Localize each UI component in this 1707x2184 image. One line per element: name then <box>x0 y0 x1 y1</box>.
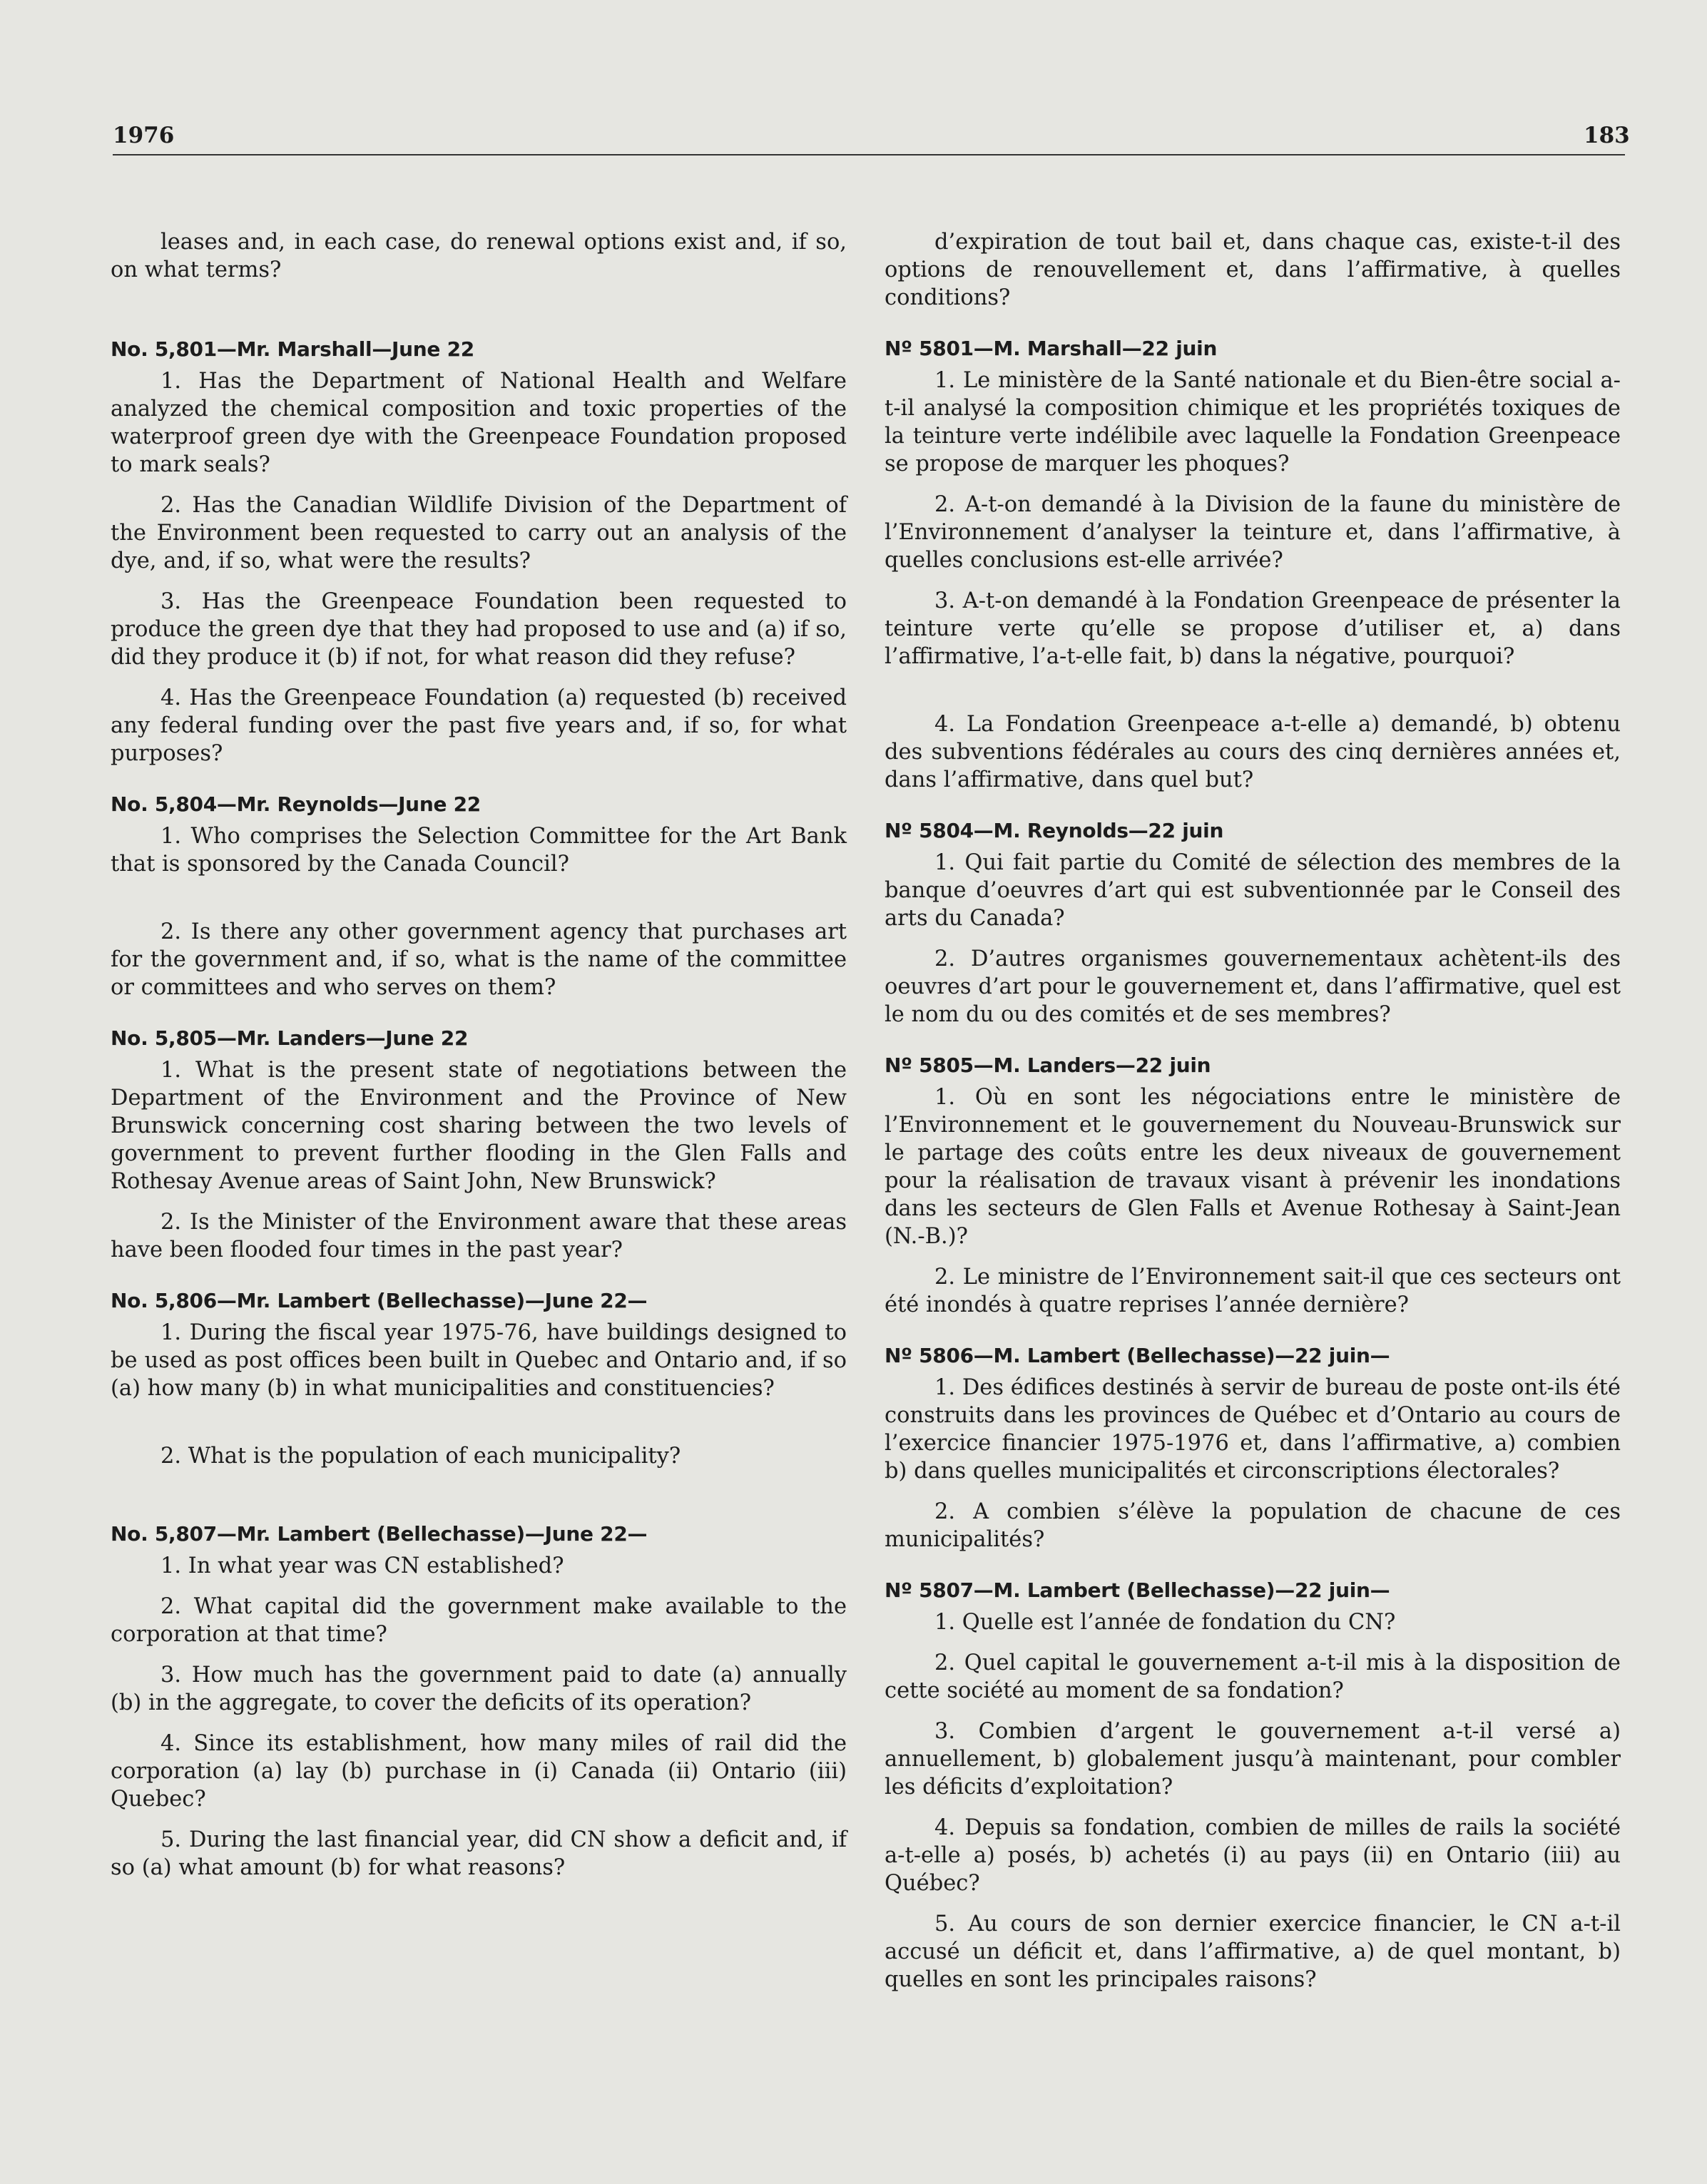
question-text: 4. Depuis sa fondation, combien de milles de rails la société a-t-elle a) posés, b) achetés (i) au pays (ii) en Ontario (iii) au Québec? <box>885 1815 1621 1896</box>
question-text: 5. Au cours de son dernier exercice financier, le CN a-t-il accusé un déficit et, dans l’affirmative, a) de quel montant, b) quelles en sont les principales raisons? <box>885 1912 1621 1992</box>
question-text: 2. Quel capital le gouvernement a-t-il mis à la disposition de cette société au moment de sa fondation? <box>885 1650 1621 1703</box>
question-text: 1. Qui fait partie du Comité de sélection des membres de la banque d’oeuvres d’art qui est subventionnée par le Conseil des arts du Canada? <box>885 850 1621 931</box>
question-text: 1. Who comprises the Selection Committee for the Art Bank that is sponsored by the Canada Council? <box>111 824 847 877</box>
question-text: 3. Combien d’argent le gouvernement a-t-il versé a) annuellement, b) globalement jusqu’à maintenant, pour combler les déficits d’exploitation? <box>885 1719 1621 1800</box>
intro-text: leases and, in each case, do renewal options exist and, if so, on what terms? <box>111 230 847 282</box>
question-text: 2. What is the population of each municipality? <box>160 1444 681 1469</box>
question-text: 1. Quelle est l’année de fondation du CN? <box>934 1610 1396 1635</box>
question-text: 1. During the fiscal year 1975-76, have buildings designed to be used as post offices been built in Quebec and Ontario and, if so (a) how many (b) in what municipalities and constituencies? <box>111 1320 847 1401</box>
question-text: 3. How much has the government paid to date (a) annually (b) in the aggregate, to cover the deficits of its operation? <box>111 1663 847 1715</box>
question-text: 2. D’autres organismes gouvernementaux achètent-ils des oeuvres d’art pour le gouvernement et, dans l’affirmative, quel est le nom du ou des comités et de ses membres? <box>885 946 1621 1027</box>
question-heading: No. 5,804—Mr. Reynolds—June 22 <box>111 792 481 816</box>
question-heading: No. 5,801—Mr. Marshall—June 22 <box>111 337 474 361</box>
question-text: 2. What capital did the government make available to the corporation at that time? <box>111 1594 847 1647</box>
question-text: 1. What is the present state of negotiations between the Department of the Environment and the Province of New Brunswick concerning cost sharing between the two levels of government to prevent further flooding in the Glen Falls and Rothesay Avenue areas of Saint John, New Brunswick? <box>111 1058 847 1194</box>
question-text: 2. Is the Minister of the Environment aware that these areas have been flooded four times in the past year? <box>111 1210 847 1262</box>
question-text: 1. Où en sont les négociations entre le ministère de l’Environnement et le gouvernement du Nouveau-Brunswick sur le partage des coûts entre les deux niveaux de gouvernement pour la réalisation de travaux visant à prévenir les inondations dans les secteurs de Glen Falls et Avenue Rothesay à Saint-Jean (N.-B.)? <box>885 1085 1621 1249</box>
header-rule <box>113 154 1625 155</box>
page-year: 1976 <box>113 123 175 148</box>
question-text: 3. Has the Greenpeace Foundation been requested to produce the green dye that they had proposed to use and (a) if so, did they produce it (b) if not, for what reason did they refuse? <box>111 589 847 670</box>
question-text: 2. Has the Canadian Wildlife Division of the Department of the Environment been requested to carry out an analysis of the dye, and, if so, what were the results? <box>111 493 847 573</box>
question-heading: Nº 5806—M. Lambert (Bellechasse)—22 juin— <box>885 1344 1390 1367</box>
english-column <box>111 228 847 1882</box>
question-text: 3. A-t-on demandé à la Fondation Greenpeace de présenter la teinture verte qu’elle se propose d’utiliser et, a) dans l’affirmative, l’a-t-elle fait, b) dans la négative, pourquoi? <box>885 588 1621 669</box>
question-text: 1. In what year was CN established? <box>160 1553 564 1578</box>
question-text: 1. Des édifices destinés à servir de bureau de poste ont-ils été construits dans les provinces de Québec et d’Ontario au cours de l’exercice financier 1975-1976 et, dans l’affirmative, a) combien b) dans quelles municipalités et circonscriptions électorales? <box>885 1375 1621 1484</box>
french-column <box>885 228 1621 1994</box>
question-text: 2. Is there any other government agency that purchases art for the government and, if so, what is the name of the committee or committees and who serves on them? <box>111 919 847 1000</box>
question-text: 1. Le ministère de la Santé nationale et du Bien-être social a-t-il analysé la composition chimique et les propriétés toxiques de la teinture verte indélibile avec laquelle la Fondation Greenpeace se propose de marquer les phoques? <box>885 368 1621 476</box>
question-heading: Nº 5807—M. Lambert (Bellechasse)—22 juin— <box>885 1578 1390 1602</box>
question-text: 4. Has the Greenpeace Foundation (a) requested (b) received any federal funding over the past five years and, if so, for what purposes? <box>111 685 847 766</box>
intro-text: d’expiration de tout bail et, dans chaque cas, existe-t-il des options de renouvellement et, dans l’affirmative, à quelles conditions? <box>885 230 1621 310</box>
question-text: 1. Has the Department of National Health and Welfare analyzed the chemical composition and toxic properties of the waterproof green dye with the Greenpeace Foundation proposed to mark seals? <box>111 369 847 477</box>
question-heading: No. 5,806—Mr. Lambert (Bellechasse)—June 22— <box>111 1289 648 1312</box>
page-number: 183 <box>1584 123 1630 148</box>
question-text: 4. Since its establishment, how many miles of rail did the corporation (a) lay (b) purchase in (i) Canada (ii) Ontario (iii) Quebec? <box>111 1731 847 1812</box>
question-heading: Nº 5805—M. Landers—22 juin <box>885 1053 1211 1077</box>
question-text: 5. During the last financial year, did CN show a deficit and, if so (a) what amount (b) for what reasons? <box>111 1827 847 1880</box>
question-heading: Nº 5804—M. Reynolds—22 juin <box>885 819 1224 842</box>
question-text: 2. Le ministre de l’Environnement sait-il que ces secteurs ont été inondés à quatre reprises l’année dernière? <box>885 1265 1621 1317</box>
question-text: 2. A-t-on demandé à la Division de la faune du ministère de l’Environnement d’analyser la teinture et, dans l’affirmative, à quelles conclusions est-elle arrivée? <box>885 492 1621 573</box>
question-heading: Nº 5801—M. Marshall—22 juin <box>885 337 1218 360</box>
question-text: 2. A combien s’élève la population de chacune de ces municipalités? <box>885 1499 1621 1552</box>
question-heading: No. 5,807—Mr. Lambert (Bellechasse)—June 22— <box>111 1522 648 1546</box>
question-heading: No. 5,805—Mr. Landers—June 22 <box>111 1026 469 1050</box>
question-text: 4. La Fondation Greenpeace a-t-elle a) demandé, b) obtenu des subventions fédérales au cours des cinq dernières années et, dans l’affirmative, dans quel but? <box>885 712 1621 792</box>
